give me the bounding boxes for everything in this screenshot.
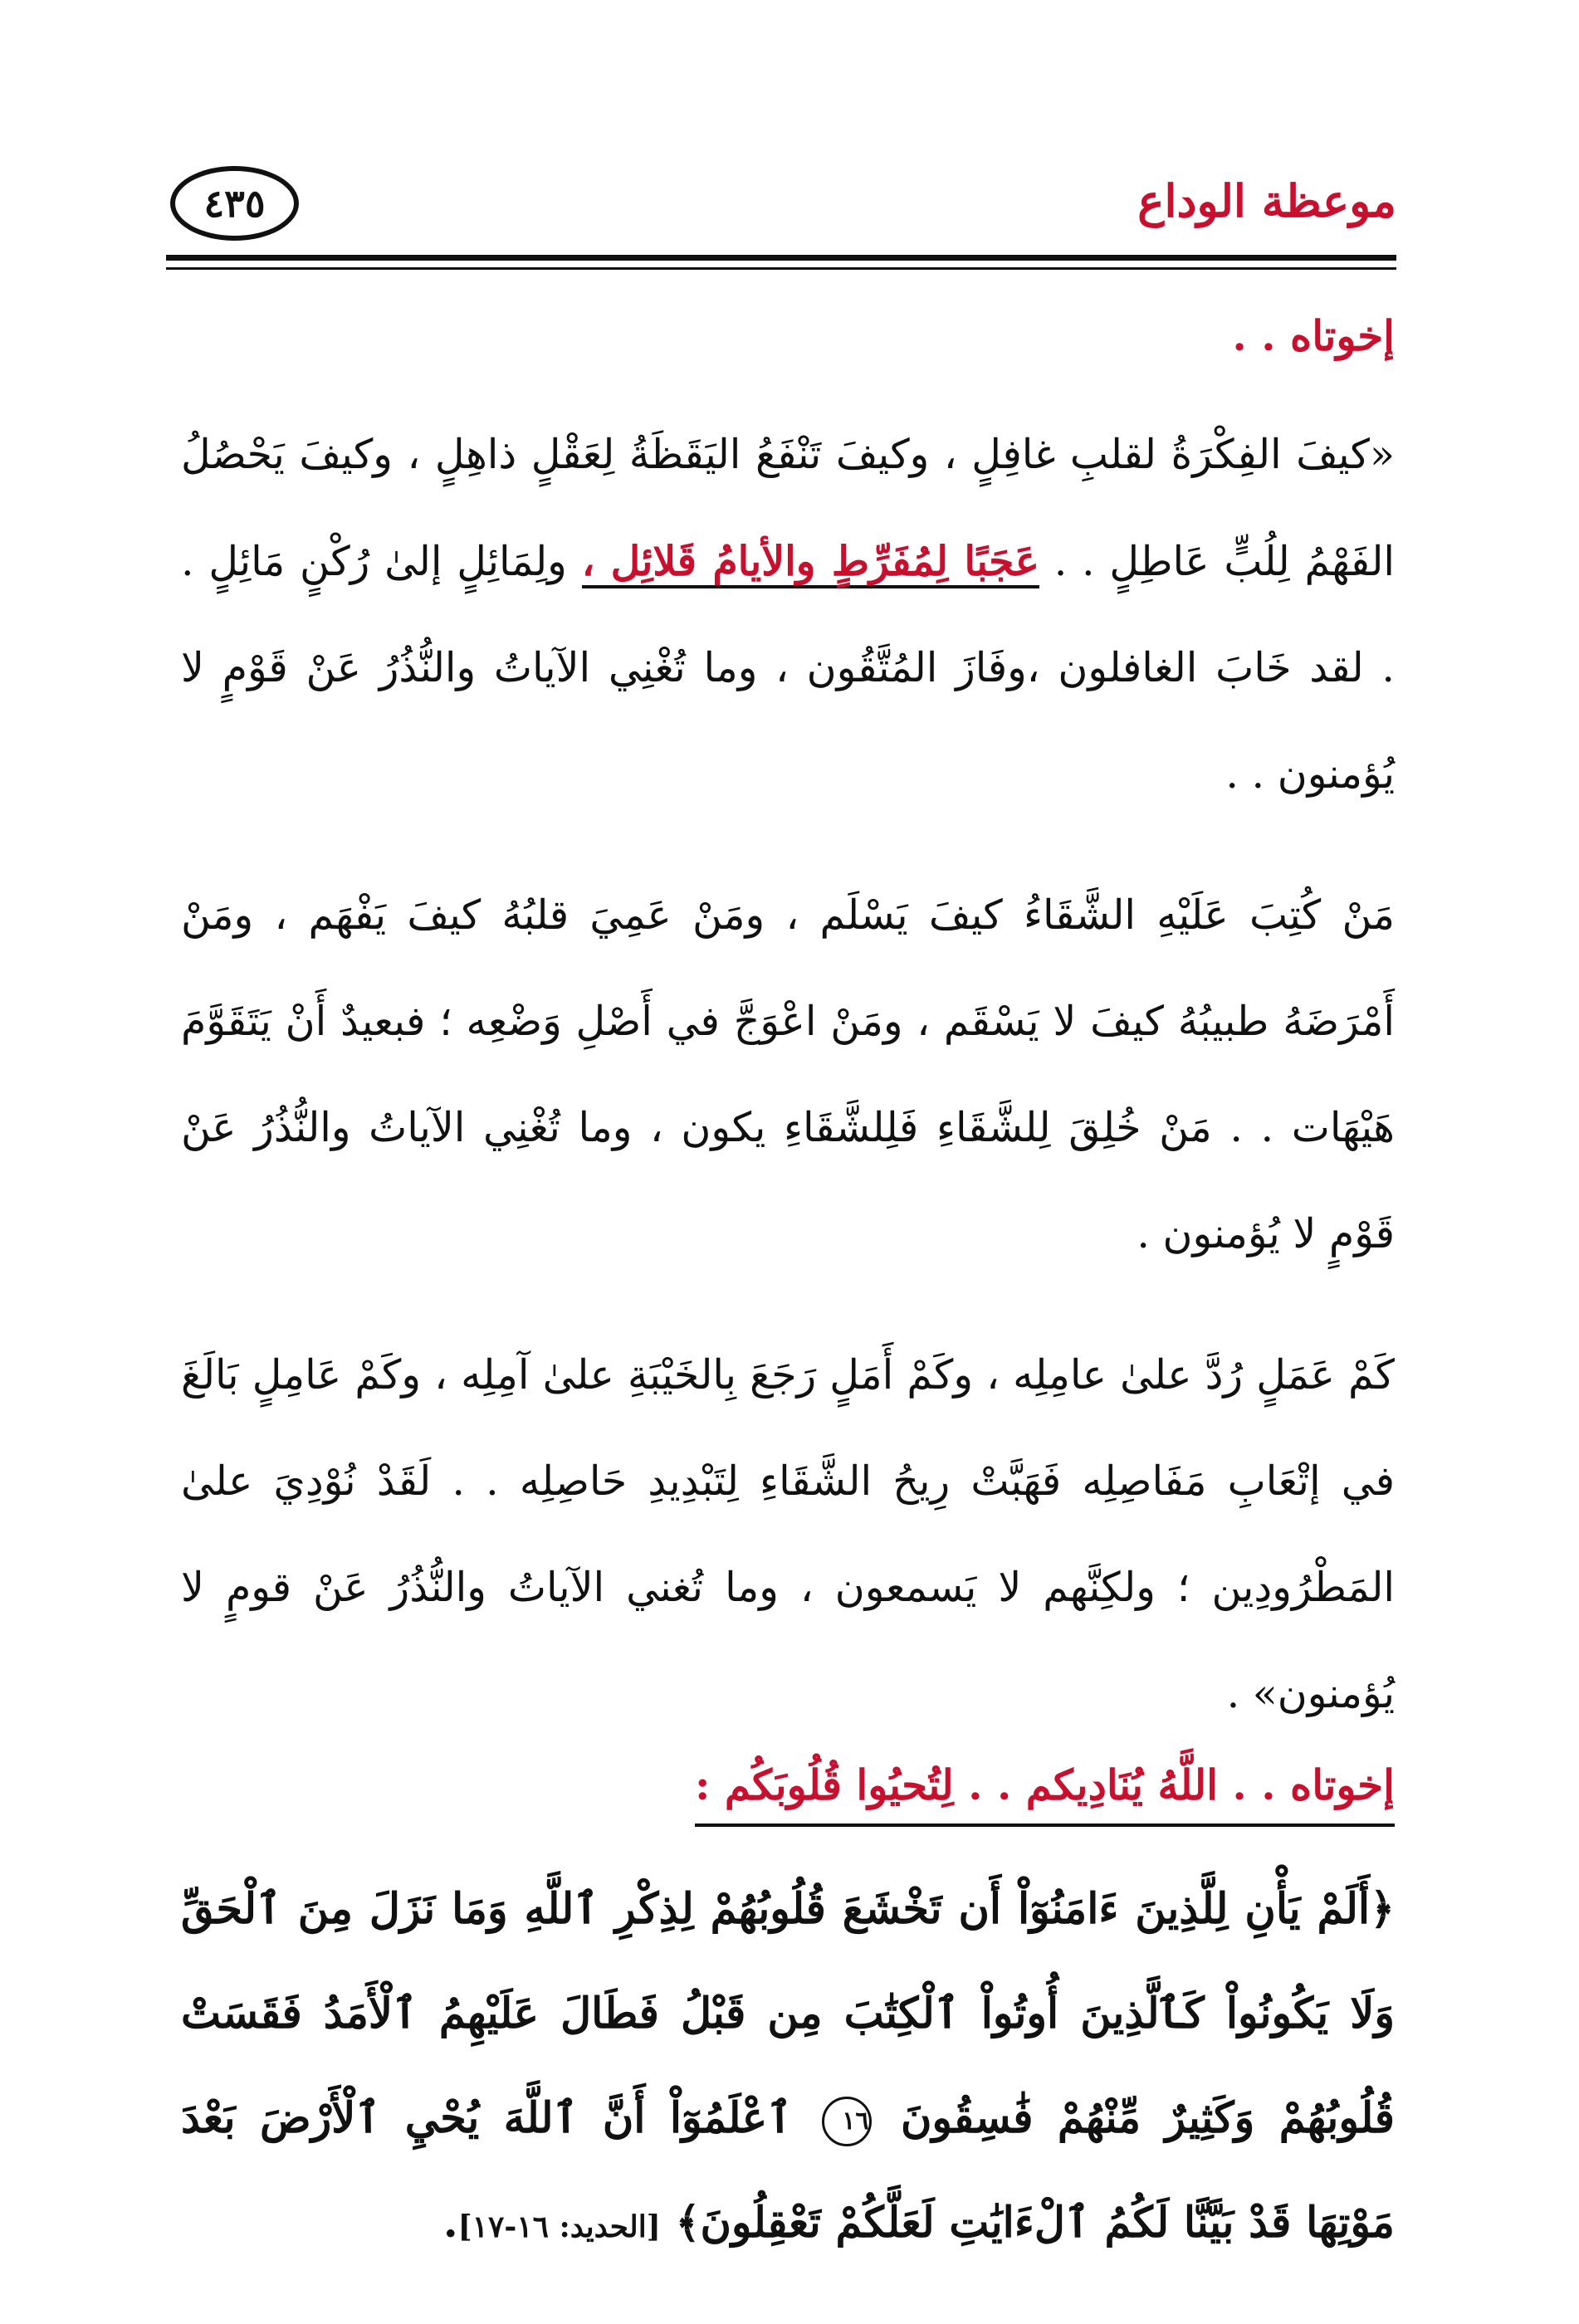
page-number: ٤٣٥ [203,181,266,226]
section-heading-2: إخوتاه . . اللَّهُ يُنَادِيكم . . لِتُحيُوا قُلُوبَكُم : [695,1750,1395,1827]
quran-reference: [الحديد: ١٦-١٧] [457,2209,661,2244]
paragraph-1-text-a: «كيفَ الفِكْرَةُ لقلبِ غافِلٍ ، وكيفَ تَنْفَعُ اليَقَظَةُ لِعَقْلٍ ذاهِلٍ ، وكيفَ يَحْصُلُ الفَهْمُ لِلُبٍّ عَاطِلٍ . . [181,431,1395,585]
page-body [181,299,1395,2279]
verse-number-marker: ١٦ [822,2097,872,2146]
paragraph-3: كَمْ عَمَلٍ رُدَّ علىٰ عامِلِه ، وكَمْ أَمَلٍ رَجَعَ بِالخَيْبَةِ علىٰ آمِلِه ، وكَمْ عَامِلٍ بَالَغَ في إتْعَابِ مَفَاصِلِه فَهَبَّتْ رِيحُ الشَّقَاءِ لِتَبْدِيدِ حَاصِلِه . . لَقَدْ نُوْدِيَ علىٰ المَطْرُودِين ؛ ولكِنَّهم لا يَسمعون ، وما تُغني الآياتُ والنُّذُرُ عَنْ قومٍ لا يُؤمنون» . [181,1351,1395,1717]
chapter-title: موعظة الوداع [1137,174,1396,227]
header-rule-thin [166,267,1396,270]
end-period: . [442,2198,458,2248]
page-number-frame [170,166,299,241]
heading-2-wrap [181,1750,1395,1827]
highlighted-phrase: عَجَبًا لِمُفَرِّطٍ والأيامُ قَلائِل ، [582,537,1039,588]
paragraph-1 [181,402,1395,828]
paragraph-2: مَنْ كُتِبَ عَلَيْهِ الشَّقَاءُ كيفَ يَسْلَم ، ومَنْ عَمِيَ قلبُهُ كيفَ يَفْهَم ، ومَنْ أَمْرَضَهُ طبيبُهُ كيفَ لا يَسْقَم ، ومَنْ اعْوَجَّ في أَصْلِ وَضْعِه ؛ فبعيدٌ أَنْ يَتَقَوَّمَ هَيْهَات . . مَنْ خُلِقَ لِلشَّقَاءِ فَلِلشَّقَاءِ يكون ، وما تُغْنِي الآياتُ والنُّذُرُ عَنْ قَوْمٍ لا يُؤمنون . [181,891,1395,1257]
paragraph-1-text-b: ولِمَائِلٍ إلىٰ رُكْنٍ مَائِلٍ . . لقد خَابَ الغافلون ،وفَازَ المُتَّقُون ، وما تُغْنِي الآياتُ والنُّذُرُ عَنْ قَوْمٍ لا يُؤمنون . . [181,538,1395,798]
section-heading: إخوتاه . . [1232,311,1395,360]
heading-1-wrap [181,299,1395,374]
quran-verses [181,1857,1395,2279]
quran-verse-17: ٱعْلَمُوٓاْ أَنَّ ٱللَّهَ يُحْيِ ٱلْأَرْضَ بَعْدَ مَوْتِهَا قَدْ بَيَّنَّا لَكُمُ ٱلْءَايَٰتِ لَعَلَّكُمْ تَعْقِلُونَ﴾ [181,2093,1395,2248]
quran-verse-16: ﴿أَلَمْ يَأْنِ لِلَّذِينَ ءَامَنُوٓاْ أَن تَخْشَعَ قُلُوبُهُمْ لِذِكْرِ ٱللَّهِ وَمَا نَزَلَ مِنَ ٱلْحَقِّ وَلَا يَكُونُواْ كَٱلَّذِينَ أُوتُواْ ٱلْكِتَٰبَ مِن قَبْلُ فَطَالَ عَلَيْهِمُ ٱلْأَمَدُ فَقَسَتْ قُلُوبُهُمْ وَكَثِيرٌ مِّنْهُمْ فَٰسِقُونَ [181,1884,1395,2143]
header-rule-thick [166,255,1396,261]
